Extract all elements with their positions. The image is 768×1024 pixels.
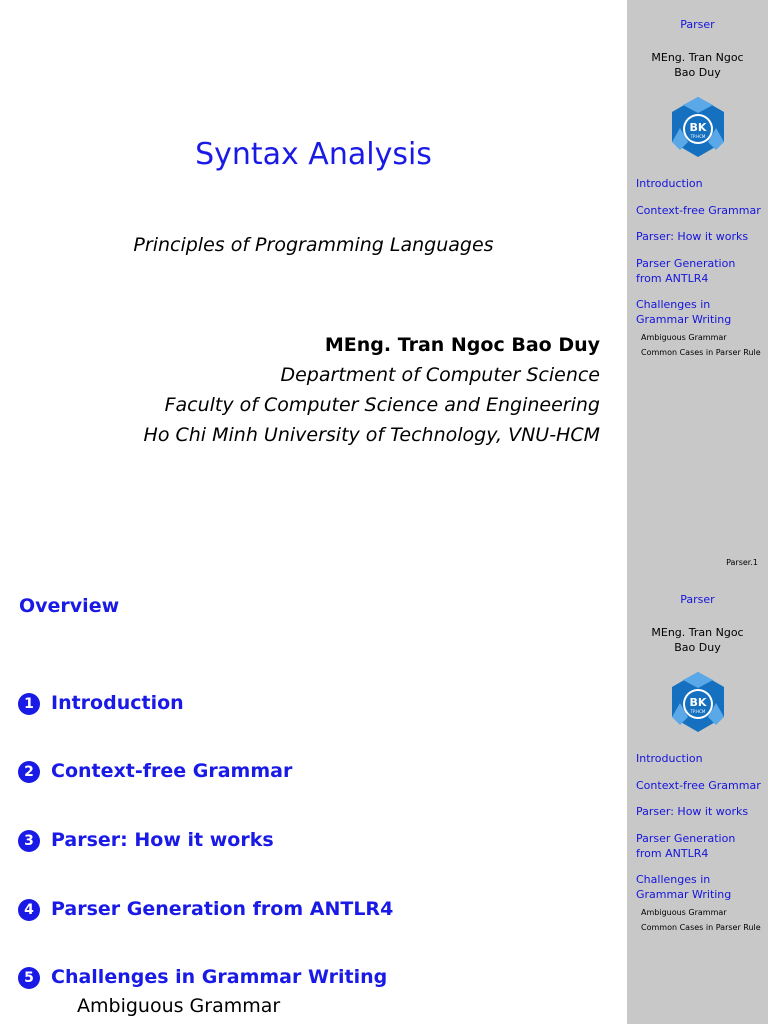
sidebar-item-challenges[interactable] (636, 872, 766, 902)
toc-item-label: Introduction (51, 692, 184, 714)
sidebar-item-context-free-grammar[interactable]: Context-free Grammar (636, 779, 761, 792)
sidebar-subitem-ambiguous-grammar[interactable]: Ambiguous Grammar (641, 908, 727, 917)
sidebar-item-label-line2: Grammar Writing (636, 313, 732, 326)
sidebar-subitem-common-cases[interactable]: Common Cases in Parser Rule (641, 923, 761, 932)
logo-subtext: TP.HCM (690, 709, 706, 714)
slide-subtitle: Principles of Programming Languages (133, 234, 494, 256)
bk-logo-icon (667, 670, 729, 732)
toc-item-parser-generation[interactable] (18, 898, 393, 921)
sidebar (627, 0, 768, 575)
bk-logo-icon (667, 95, 729, 157)
sidebar-author (627, 625, 768, 655)
sidebar-item-label-line2: Grammar Writing (636, 888, 732, 901)
sidebar-item-label-line1: Parser Generation (636, 257, 736, 270)
toc-number-badge: 3 (18, 830, 40, 852)
logo-subtext: TP.HCM (690, 134, 706, 139)
toc-item-label: Context-free Grammar (51, 760, 293, 782)
affiliation-faculty: Faculty of Computer Science and Engineering (164, 394, 600, 416)
sidebar-item-parser-generation[interactable] (636, 831, 766, 861)
sidebar-author-line2: Bao Duy (674, 641, 721, 654)
toc-number-badge: 4 (18, 899, 40, 921)
author-block (144, 330, 600, 450)
toc-item-challenges[interactable] (18, 966, 387, 989)
toc-item-label: Parser: How it works (51, 829, 274, 851)
sidebar-item-parser-generation[interactable] (636, 256, 766, 286)
sidebar-item-challenges[interactable] (636, 297, 766, 327)
overview-slide (0, 575, 768, 1024)
sidebar-short-title[interactable]: Parser (680, 593, 715, 606)
sidebar-subitem-common-cases[interactable]: Common Cases in Parser Rule (641, 348, 761, 357)
sidebar-item-label-line2: from ANTLR4 (636, 272, 709, 285)
sidebar-item-label-line1: Parser Generation (636, 832, 736, 845)
logo-text: BK (689, 696, 707, 709)
affiliation-department: Department of Computer Science (280, 364, 600, 386)
toc-item-parser-how-it-works[interactable] (18, 829, 274, 852)
sidebar-author-line1: MEng. Tran Ngoc (651, 626, 744, 639)
sidebar-subitem-ambiguous-grammar[interactable]: Ambiguous Grammar (641, 333, 727, 342)
toc-item-label: Parser Generation from ANTLR4 (51, 898, 394, 920)
affiliation-university: Ho Chi Minh University of Technology, VNU-HCM (143, 424, 600, 446)
author-name: MEng. Tran Ngoc Bao Duy (324, 334, 600, 356)
sidebar-item-introduction[interactable]: Introduction (636, 177, 703, 190)
sidebar-item-parser-how-it-works[interactable]: Parser: How it works (636, 805, 749, 818)
toc-item-introduction[interactable] (18, 692, 184, 715)
sidebar-author-line1: MEng. Tran Ngoc (651, 51, 744, 64)
sidebar-short-title[interactable]: Parser (680, 18, 715, 31)
sidebar-item-label-line1: Challenges in (636, 298, 711, 311)
sidebar-item-introduction[interactable]: Introduction (636, 752, 703, 765)
toc-number-badge: 5 (18, 967, 40, 989)
toc-item-label: Challenges in Grammar Writing (51, 966, 388, 988)
sidebar-item-label-line2: from ANTLR4 (636, 847, 709, 860)
slide-main (0, 575, 627, 1024)
sidebar-item-label-line1: Challenges in (636, 873, 711, 886)
toc-number-badge: 2 (18, 761, 40, 783)
slide-main (0, 0, 627, 575)
sidebar (627, 575, 768, 1024)
sidebar-author (627, 50, 768, 80)
page-number: Parser.1 (726, 558, 758, 567)
slide-title: Syntax Analysis (195, 137, 432, 172)
toc-subitem-ambiguous-grammar[interactable]: Ambiguous Grammar (77, 995, 281, 1017)
sidebar-item-parser-how-it-works[interactable]: Parser: How it works (636, 230, 749, 243)
logo-text: BK (689, 121, 707, 134)
overview-heading: Overview (19, 595, 120, 617)
sidebar-author-line2: Bao Duy (674, 66, 721, 79)
toc-item-context-free-grammar[interactable] (18, 760, 292, 783)
sidebar-item-context-free-grammar[interactable]: Context-free Grammar (636, 204, 761, 217)
toc-number-badge: 1 (18, 693, 40, 715)
